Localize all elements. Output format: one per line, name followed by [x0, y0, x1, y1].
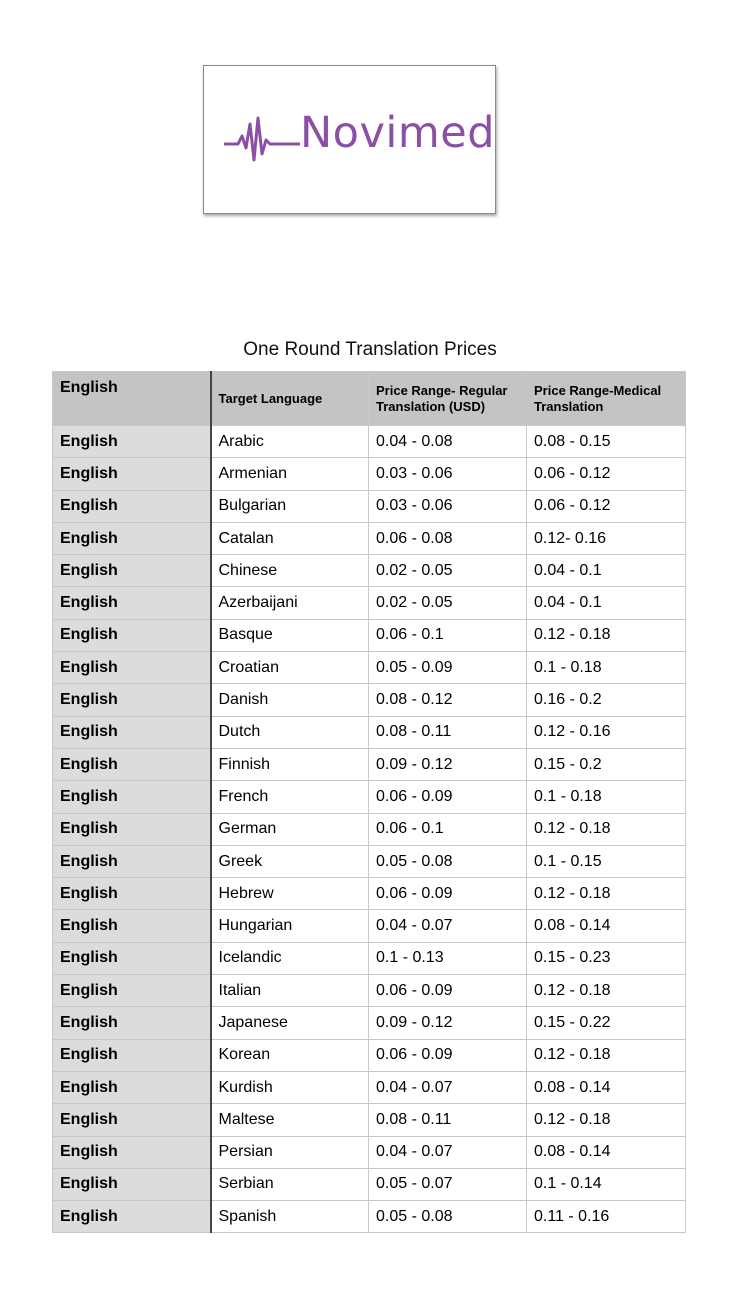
regular-price-cell: 0.03 - 0.06: [369, 458, 527, 490]
logo-card: [203, 65, 496, 214]
source-language-cell: English: [53, 1136, 211, 1168]
regular-price-cell: 0.04 - 0.07: [369, 1071, 527, 1103]
medical-price-cell: 0.06 - 0.12: [527, 458, 686, 490]
medical-price-cell: 0.12 - 0.18: [527, 975, 686, 1007]
source-language-cell: English: [53, 490, 211, 522]
source-language-cell: English: [53, 1104, 211, 1136]
target-language-cell: Hungarian: [211, 910, 369, 942]
target-language-cell: Greek: [211, 845, 369, 877]
table-body: [53, 426, 686, 1233]
medical-price-cell: 0.1 - 0.18: [527, 652, 686, 684]
regular-price-cell: 0.04 - 0.07: [369, 910, 527, 942]
table-row: [53, 587, 686, 619]
target-language-cell: Maltese: [211, 1104, 369, 1136]
source-language-cell: English: [53, 1201, 211, 1233]
regular-price-cell: 0.05 - 0.09: [369, 652, 527, 684]
target-language-cell: Danish: [211, 684, 369, 716]
medical-price-cell: 0.12 - 0.16: [527, 716, 686, 748]
target-language-cell: Hebrew: [211, 878, 369, 910]
table-row: [53, 878, 686, 910]
brand-name: Novimed: [300, 108, 496, 158]
medical-price-cell: 0.11 - 0.16: [527, 1201, 686, 1233]
medical-price-cell: 0.15 - 0.22: [527, 1007, 686, 1039]
medical-price-cell: 0.08 - 0.14: [527, 910, 686, 942]
target-language-cell: French: [211, 781, 369, 813]
source-language-cell: English: [53, 781, 211, 813]
source-language-cell: English: [53, 684, 211, 716]
medical-price-cell: 0.08 - 0.14: [527, 1071, 686, 1103]
table-row: [53, 1039, 686, 1071]
target-language-cell: Dutch: [211, 716, 369, 748]
target-language-cell: Finnish: [211, 748, 369, 780]
target-language-cell: Persian: [211, 1136, 369, 1168]
table-row: [53, 555, 686, 587]
regular-price-cell: 0.05 - 0.08: [369, 845, 527, 877]
regular-price-cell: 0.06 - 0.1: [369, 813, 527, 845]
table-row: [53, 1201, 686, 1233]
regular-price-cell: 0.09 - 0.12: [369, 1007, 527, 1039]
regular-price-cell: 0.06 - 0.1: [369, 619, 527, 651]
medical-price-cell: 0.15 - 0.23: [527, 942, 686, 974]
regular-price-cell: 0.06 - 0.09: [369, 878, 527, 910]
source-language-cell: English: [53, 1071, 211, 1103]
source-language-cell: English: [53, 845, 211, 877]
source-language-cell: English: [53, 878, 211, 910]
target-language-cell: Icelandic: [211, 942, 369, 974]
source-language-cell: English: [53, 652, 211, 684]
regular-price-cell: 0.02 - 0.05: [369, 587, 527, 619]
regular-price-cell: 0.02 - 0.05: [369, 555, 527, 587]
regular-price-cell: 0.06 - 0.09: [369, 781, 527, 813]
regular-price-cell: 0.1 - 0.13: [369, 942, 527, 974]
regular-price-cell: 0.04 - 0.07: [369, 1136, 527, 1168]
table-row: [53, 1136, 686, 1168]
source-language-cell: English: [53, 587, 211, 619]
medical-price-cell: 0.1 - 0.18: [527, 781, 686, 813]
table-row: [53, 619, 686, 651]
regular-price-cell: 0.05 - 0.07: [369, 1168, 527, 1200]
table-row: [53, 910, 686, 942]
regular-price-cell: 0.03 - 0.06: [369, 490, 527, 522]
source-language-cell: English: [53, 942, 211, 974]
header-regular-price: Price Range- Regular Translation (USD): [369, 372, 527, 426]
table-row: [53, 458, 686, 490]
medical-price-cell: 0.16 - 0.2: [527, 684, 686, 716]
heartbeat-line-icon: [224, 114, 300, 166]
target-language-cell: Spanish: [211, 1201, 369, 1233]
regular-price-cell: 0.06 - 0.09: [369, 975, 527, 1007]
medical-price-cell: 0.12 - 0.18: [527, 878, 686, 910]
source-language-cell: English: [53, 716, 211, 748]
source-language-cell: English: [53, 1168, 211, 1200]
table-row: [53, 813, 686, 845]
target-language-cell: Kurdish: [211, 1071, 369, 1103]
medical-price-cell: 0.12 - 0.18: [527, 1104, 686, 1136]
target-language-cell: Italian: [211, 975, 369, 1007]
regular-price-cell: 0.06 - 0.08: [369, 522, 527, 554]
medical-price-cell: 0.12 - 0.18: [527, 619, 686, 651]
medical-price-cell: 0.04 - 0.1: [527, 555, 686, 587]
medical-price-cell: 0.12 - 0.18: [527, 813, 686, 845]
target-language-cell: Croatian: [211, 652, 369, 684]
table-row: [53, 490, 686, 522]
table-header: [53, 372, 686, 426]
table-row: [53, 845, 686, 877]
table-row: [53, 1104, 686, 1136]
regular-price-cell: 0.08 - 0.11: [369, 716, 527, 748]
target-language-cell: Japanese: [211, 1007, 369, 1039]
source-language-cell: English: [53, 1039, 211, 1071]
header-medical-price: Price Range-Medical Translation: [527, 372, 686, 426]
target-language-cell: Catalan: [211, 522, 369, 554]
regular-price-cell: 0.05 - 0.08: [369, 1201, 527, 1233]
table-row: [53, 426, 686, 458]
source-language-cell: English: [53, 619, 211, 651]
source-language-cell: English: [53, 458, 211, 490]
medical-price-cell: 0.12- 0.16: [527, 522, 686, 554]
medical-price-cell: 0.08 - 0.14: [527, 1136, 686, 1168]
source-language-cell: English: [53, 910, 211, 942]
target-language-cell: German: [211, 813, 369, 845]
regular-price-cell: 0.09 - 0.12: [369, 748, 527, 780]
target-language-cell: Basque: [211, 619, 369, 651]
table-row: [53, 975, 686, 1007]
medical-price-cell: 0.04 - 0.1: [527, 587, 686, 619]
table-row: [53, 781, 686, 813]
source-language-cell: English: [53, 522, 211, 554]
source-language-cell: English: [53, 975, 211, 1007]
table-row: [53, 1071, 686, 1103]
source-language-cell: English: [53, 555, 211, 587]
table-row: [53, 684, 686, 716]
regular-price-cell: 0.06 - 0.09: [369, 1039, 527, 1071]
table-row: [53, 1168, 686, 1200]
target-language-cell: Bulgarian: [211, 490, 369, 522]
target-language-cell: Arabic: [211, 426, 369, 458]
target-language-cell: Armenian: [211, 458, 369, 490]
medical-price-cell: 0.15 - 0.2: [527, 748, 686, 780]
table-title: One Round Translation Prices: [243, 339, 497, 360]
medical-price-cell: 0.1 - 0.14: [527, 1168, 686, 1200]
medical-price-cell: 0.08 - 0.15: [527, 426, 686, 458]
medical-price-cell: 0.06 - 0.12: [527, 490, 686, 522]
medical-price-cell: 0.12 - 0.18: [527, 1039, 686, 1071]
target-language-cell: Korean: [211, 1039, 369, 1071]
target-language-cell: Chinese: [211, 555, 369, 587]
table-row: [53, 652, 686, 684]
table-row: [53, 942, 686, 974]
header-row: [53, 372, 686, 426]
table-row: [53, 716, 686, 748]
target-language-cell: Serbian: [211, 1168, 369, 1200]
source-language-cell: English: [53, 426, 211, 458]
table-row: [53, 1007, 686, 1039]
table-row: [53, 748, 686, 780]
source-language-cell: English: [53, 748, 211, 780]
regular-price-cell: 0.08 - 0.12: [369, 684, 527, 716]
target-language-cell: Azerbaijani: [211, 587, 369, 619]
regular-price-cell: 0.08 - 0.11: [369, 1104, 527, 1136]
price-table: [52, 371, 686, 1233]
source-language-cell: English: [53, 1007, 211, 1039]
table-row: [53, 522, 686, 554]
header-target-language: Target Language: [211, 372, 369, 426]
medical-price-cell: 0.1 - 0.15: [527, 845, 686, 877]
header-source-language: English: [53, 372, 211, 426]
source-language-cell: English: [53, 813, 211, 845]
regular-price-cell: 0.04 - 0.08: [369, 426, 527, 458]
